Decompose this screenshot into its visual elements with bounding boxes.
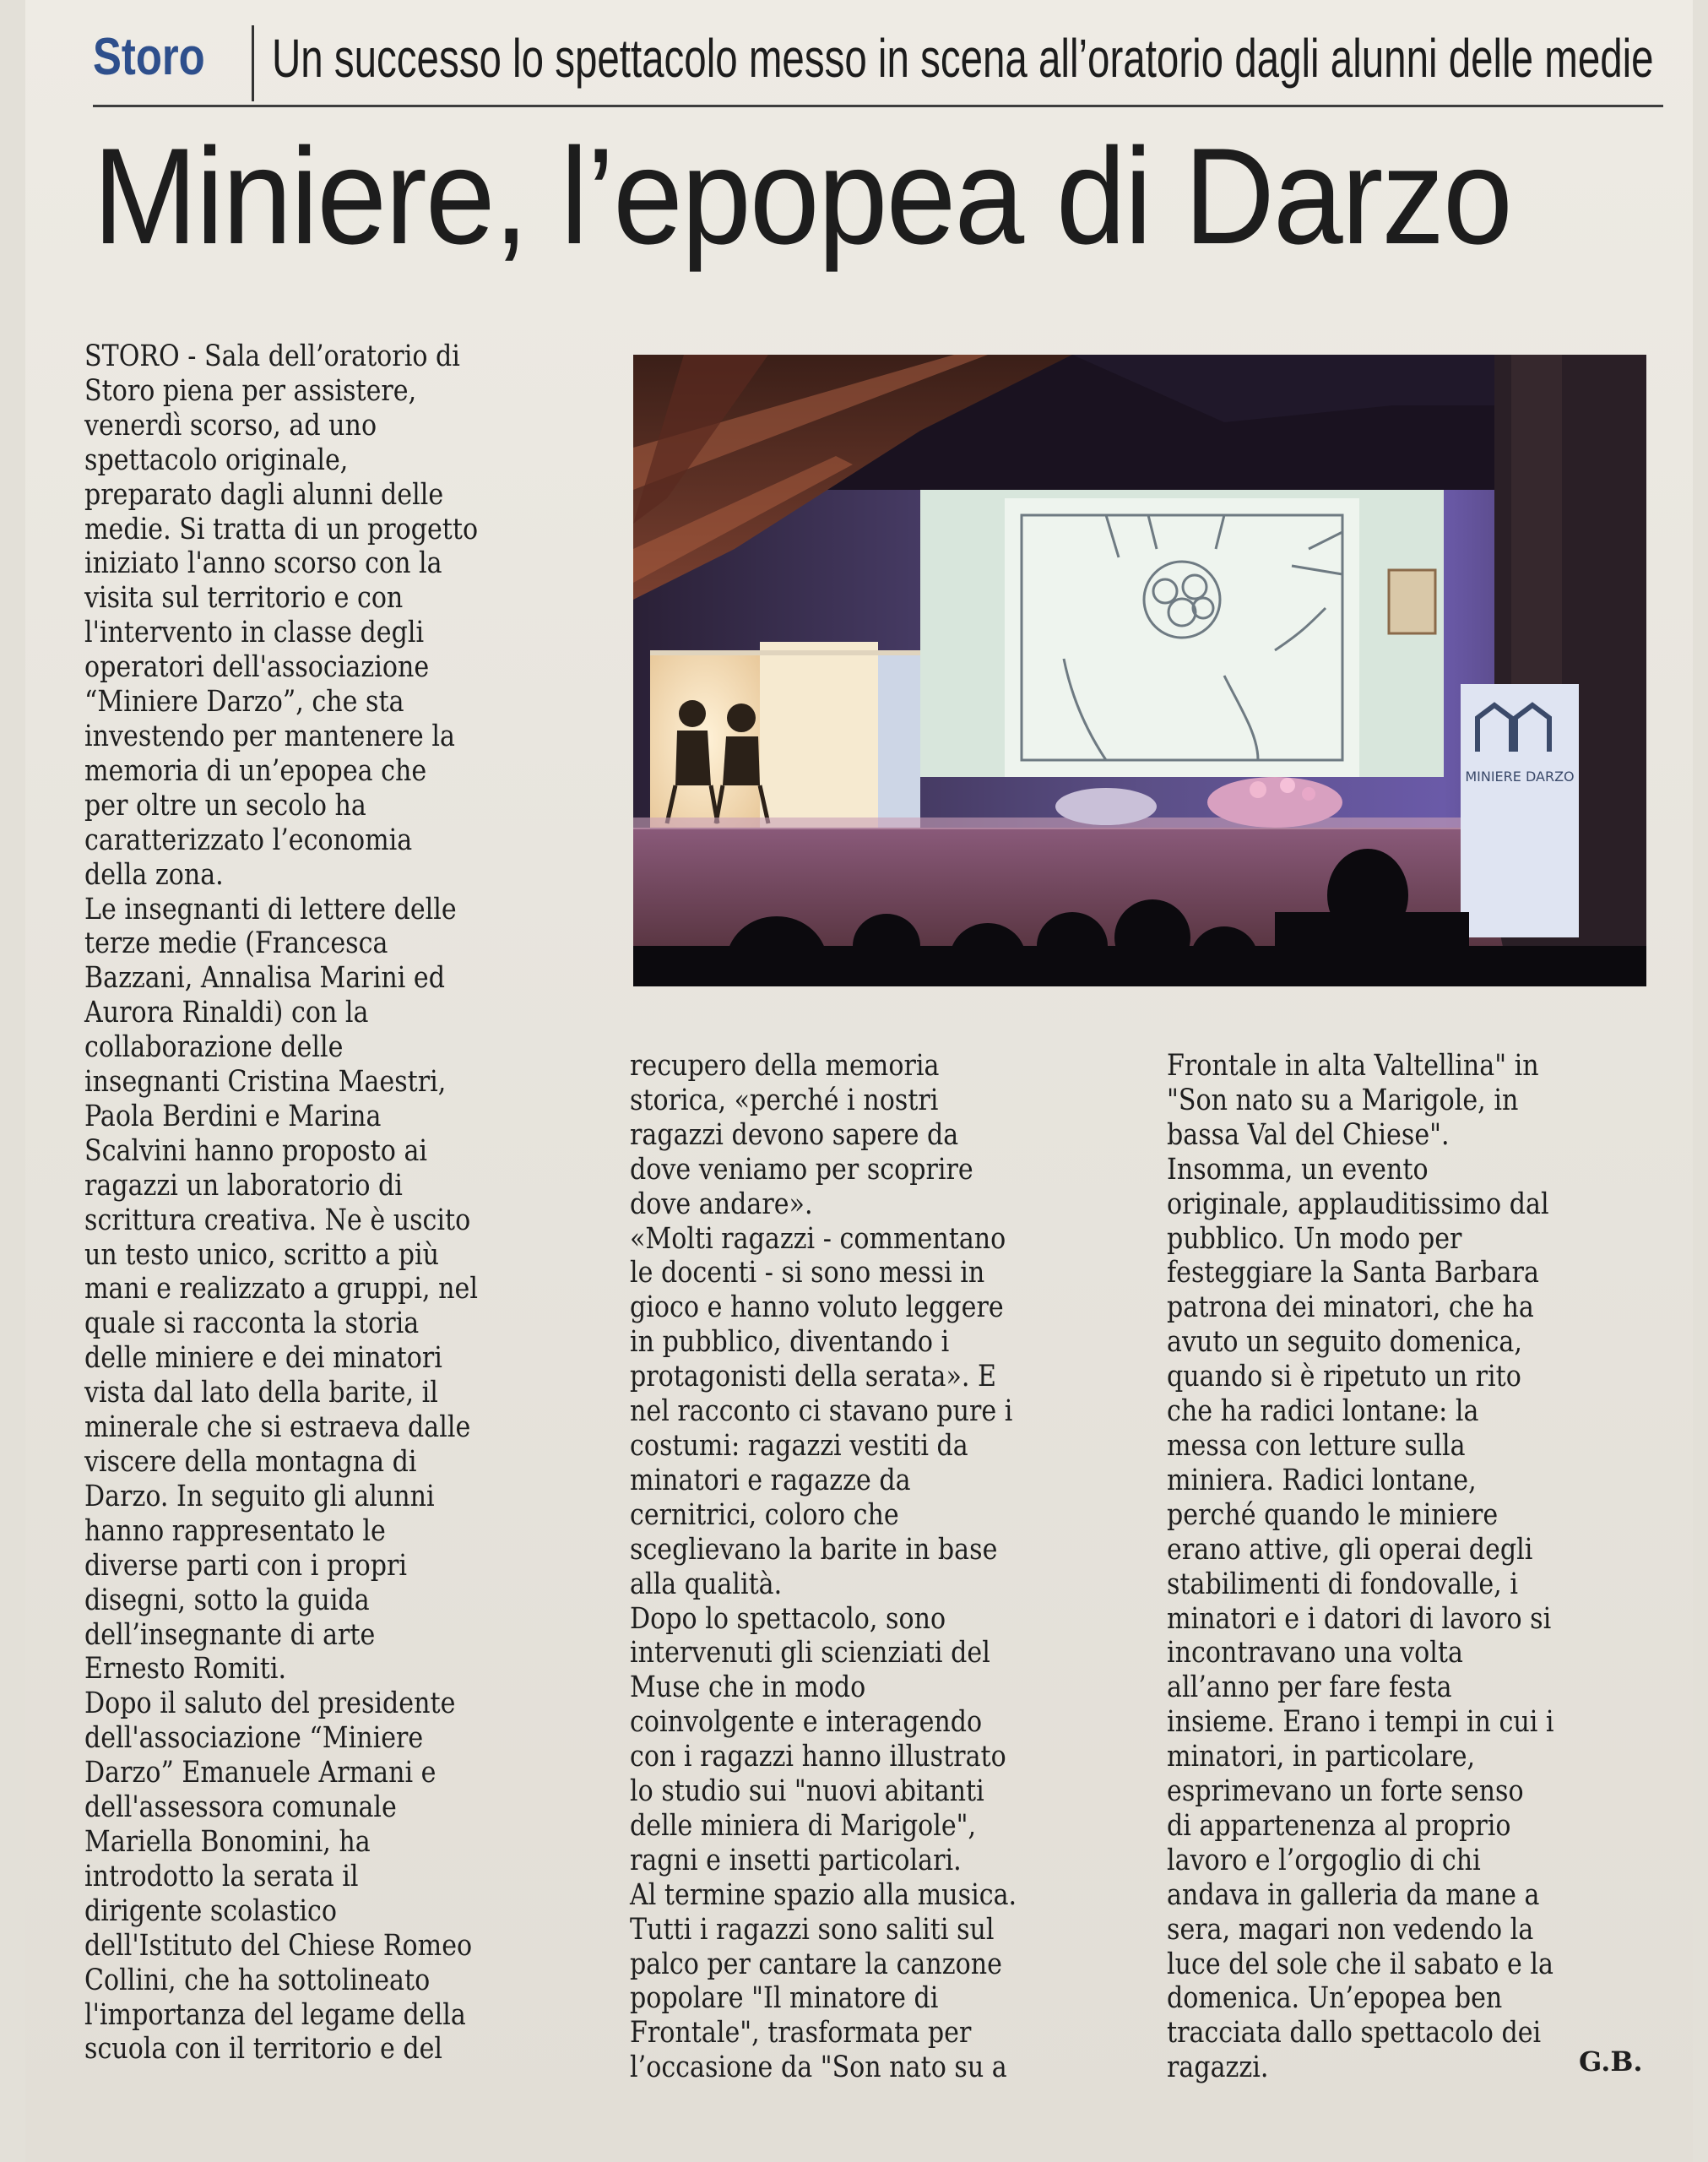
text-line: minatori e ragazze da	[630, 1463, 911, 1497]
text-line: dell’insegnante di arte	[84, 1617, 376, 1652]
text-line: ragazzi.	[1167, 2051, 1269, 2085]
text-line: Darzo. In seguito gli alunni	[84, 1479, 435, 1513]
text-line: dirigente scolastico	[84, 1893, 338, 1928]
text-line: «Molti ragazzi - commentano	[630, 1221, 1006, 1256]
text-line: ragni e insetti particolari.	[630, 1843, 962, 1877]
text-line: STORO - Sala dell’oratorio di	[84, 340, 460, 373]
text-line: sceglievano la barite in base	[630, 1532, 998, 1567]
text-line: venerdì scorso, ad uno	[84, 408, 377, 443]
text-line: Aurora Rinaldi) con la	[84, 996, 369, 1030]
text-line: operatori dell'associazione	[84, 650, 430, 685]
text-line: dell'associazione “Miniere	[84, 1721, 424, 1756]
text-line: Dopo lo spettacolo, sono	[630, 1601, 946, 1636]
text-line: disegni, sotto la guida	[84, 1583, 370, 1617]
text-line: Collini, che ha sottolineato	[84, 1963, 431, 1997]
text-line: investendo per mantenere la	[84, 719, 455, 753]
text-line: caratterizzato l’economia	[84, 823, 413, 857]
text-line: luce del sole che il sabato e la	[1167, 1947, 1553, 1981]
text-line: preparato dagli alunni delle	[84, 477, 444, 512]
text-line: miniera. Radici lontane,	[1167, 1463, 1477, 1497]
text-line: per oltre un secolo ha	[84, 788, 366, 823]
text-line: dove veniamo per scoprire	[630, 1152, 973, 1187]
text-line: ragazzi un laboratorio di	[84, 1168, 403, 1203]
kicker-bar	[93, 20, 1663, 107]
text-line: nel racconto ci stavano pure i	[630, 1394, 1013, 1429]
text-line: un testo unico, scritto a più	[84, 1237, 439, 1272]
text-line: protagonisti della serata». E	[630, 1360, 996, 1394]
text-line: Al termine spazio alla musica.	[630, 1877, 1017, 1912]
kicker-divider	[252, 25, 254, 101]
text-line: storica, «perché i nostri	[630, 1083, 939, 1117]
stage-photo	[633, 355, 1646, 986]
text-line: ragazzi devono sapere da	[630, 1117, 959, 1152]
text-line: Le insegnanti di lettere delle	[84, 892, 457, 926]
text-line: l’occasione da "Son nato su a	[630, 2051, 1007, 2085]
text-line: patrona dei minatori, che ha	[1167, 1290, 1534, 1325]
text-line: insieme. Erano i tempi in cui i	[1167, 1705, 1554, 1740]
text-line: vista dal lato della barite, il	[84, 1376, 438, 1410]
text-line: minatori, in particolare,	[1167, 1740, 1476, 1774]
text-line: dell'assessora comunale	[84, 1790, 397, 1825]
text-line: minerale che si estraeva dalle	[84, 1410, 471, 1445]
text-line: Insomma, un evento	[1167, 1152, 1429, 1187]
text-line: medie. Si tratta di un progetto	[84, 512, 479, 546]
text-line: gioco e hanno voluto leggere	[630, 1290, 1004, 1325]
text-line: che ha radici lontane: la	[1167, 1394, 1479, 1429]
text-line: l'intervento in classe degli	[84, 616, 425, 650]
text-line: collaborazione delle	[84, 1030, 344, 1065]
text-line: in pubblico, diventando i	[630, 1325, 950, 1360]
text-line: intervenuti gli scienziati del	[630, 1636, 990, 1670]
article-column-2	[630, 1049, 1204, 2085]
text-line: "Son nato su a Marigole, in	[1167, 1083, 1519, 1117]
text-line: delle miniera di Marigole",	[630, 1808, 977, 1843]
text-line: costumi: ragazzi vestiti da	[630, 1428, 968, 1463]
text-line: lavoro e l’orgoglio di chi	[1167, 1843, 1481, 1877]
text-line: quando si è ripetuto un rito	[1167, 1360, 1521, 1394]
text-line: cernitrici, coloro che	[630, 1497, 899, 1532]
text-line: messa con letture sulla	[1167, 1428, 1466, 1463]
text-line: Frontale in alta Valtellina" in	[1167, 1049, 1539, 1083]
text-line: spettacolo originale,	[84, 443, 349, 477]
text-line: recupero della memoria	[630, 1049, 940, 1083]
text-line: Scalvini hanno proposto ai	[84, 1133, 428, 1168]
text-line: viscere della montagna di	[84, 1445, 417, 1479]
text-line: dove andare».	[630, 1187, 813, 1221]
text-line: iniziato l'anno scorso con la	[84, 546, 442, 581]
author-signature: G.B.	[1579, 2045, 1643, 2078]
article-column-1	[84, 340, 659, 2067]
text-line: “Miniere Darzo”, che sta	[84, 685, 404, 720]
text-line: introdotto la serata il	[84, 1859, 359, 1893]
text-line: scrittura creativa. Ne è uscito	[84, 1203, 471, 1237]
headline: Miniere, l’epopea di Darzo	[93, 120, 1511, 273]
text-line: erano attive, gli operai degli	[1167, 1532, 1533, 1567]
text-line: hanno rappresentato le	[84, 1513, 386, 1548]
text-line: Ernesto Romiti.	[84, 1652, 287, 1687]
text-line: Paola Berdini e Marina	[84, 1099, 382, 1133]
text-line: sera, magari non vedendo la	[1167, 1912, 1534, 1947]
text-line: terze medie (Francesca	[84, 926, 388, 961]
location-label: Storo	[93, 28, 205, 86]
text-line: scuola con il territorio e del	[84, 2032, 443, 2067]
banner-label: MINIERE DARZO	[1465, 769, 1575, 785]
text-line: andava in galleria da mane a	[1167, 1877, 1540, 1912]
text-line: coinvolgente e interagendo	[630, 1705, 983, 1740]
text-line: quale si racconta la storia	[84, 1306, 420, 1341]
text-line: originale, applauditissimo dal	[1167, 1187, 1549, 1221]
text-line: Darzo” Emanuele Armani e	[84, 1756, 436, 1790]
text-line: all’anno per fare festa	[1167, 1670, 1452, 1705]
kicker-summary: Un successo lo spettacolo messo in scena all’oratorio dagli alunni delle medie	[272, 28, 1654, 89]
text-line: minatori e i datori di lavoro si	[1167, 1601, 1552, 1636]
text-line: le docenti - si sono messi in	[630, 1256, 985, 1290]
text-line: visita sul territorio e con	[84, 581, 404, 616]
text-line: Tutti i ragazzi sono saliti sul	[630, 1912, 995, 1947]
text-line: esprimevano un forte senso	[1167, 1774, 1524, 1809]
text-line: palco per cantare la canzone	[630, 1947, 1002, 1981]
text-line: stabilimenti di fondovalle, i	[1167, 1567, 1518, 1601]
text-line: insegnanti Cristina Maestri,	[84, 1065, 447, 1100]
text-line: delle miniere e dei minatori	[84, 1341, 442, 1376]
text-line: incontravano una volta	[1167, 1636, 1463, 1670]
text-line: avuto un seguito domenica,	[1167, 1325, 1522, 1360]
text-line: dell'Istituto del Chiese Romeo	[84, 1928, 473, 1963]
text-line: mani e realizzato a gruppi, nel	[84, 1272, 478, 1306]
text-line: Frontale", trasformata per	[630, 2016, 972, 2051]
text-line: alla qualità.	[630, 1567, 783, 1601]
text-line: popolare "Il minatore di	[630, 1981, 939, 2016]
text-line: perché quando le miniere	[1167, 1497, 1499, 1532]
text-line: memoria di un’epopea che	[84, 753, 427, 788]
article-column-3	[1167, 1049, 1708, 2085]
text-line: lo studio sui "nuovi abitanti	[630, 1774, 984, 1809]
text-line: di appartenenza al proprio	[1167, 1808, 1511, 1843]
text-line: l'importanza del legame della	[84, 1997, 466, 2032]
text-line: bassa Val del Chiese".	[1167, 1117, 1450, 1152]
text-line: Muse che in modo	[630, 1670, 866, 1705]
text-line: Storo piena per assistere,	[84, 373, 417, 408]
text-line: diverse parti con i propri	[84, 1548, 408, 1583]
text-line: pubblico. Un modo per	[1167, 1221, 1462, 1256]
text-line: Bazzani, Annalisa Marini ed	[84, 961, 445, 996]
text-line: Mariella Bonomini, ha	[84, 1824, 371, 1859]
text-line: con i ragazzi hanno illustrato	[630, 1740, 1006, 1774]
text-line: domenica. Un’epopea ben	[1167, 1981, 1503, 2016]
text-line: Dopo il saluto del presidente	[84, 1687, 456, 1721]
text-line: tracciata dallo spettacolo dei	[1167, 2016, 1542, 2051]
text-line: festeggiare la Santa Barbara	[1167, 1256, 1539, 1290]
text-line: della zona.	[84, 857, 224, 892]
